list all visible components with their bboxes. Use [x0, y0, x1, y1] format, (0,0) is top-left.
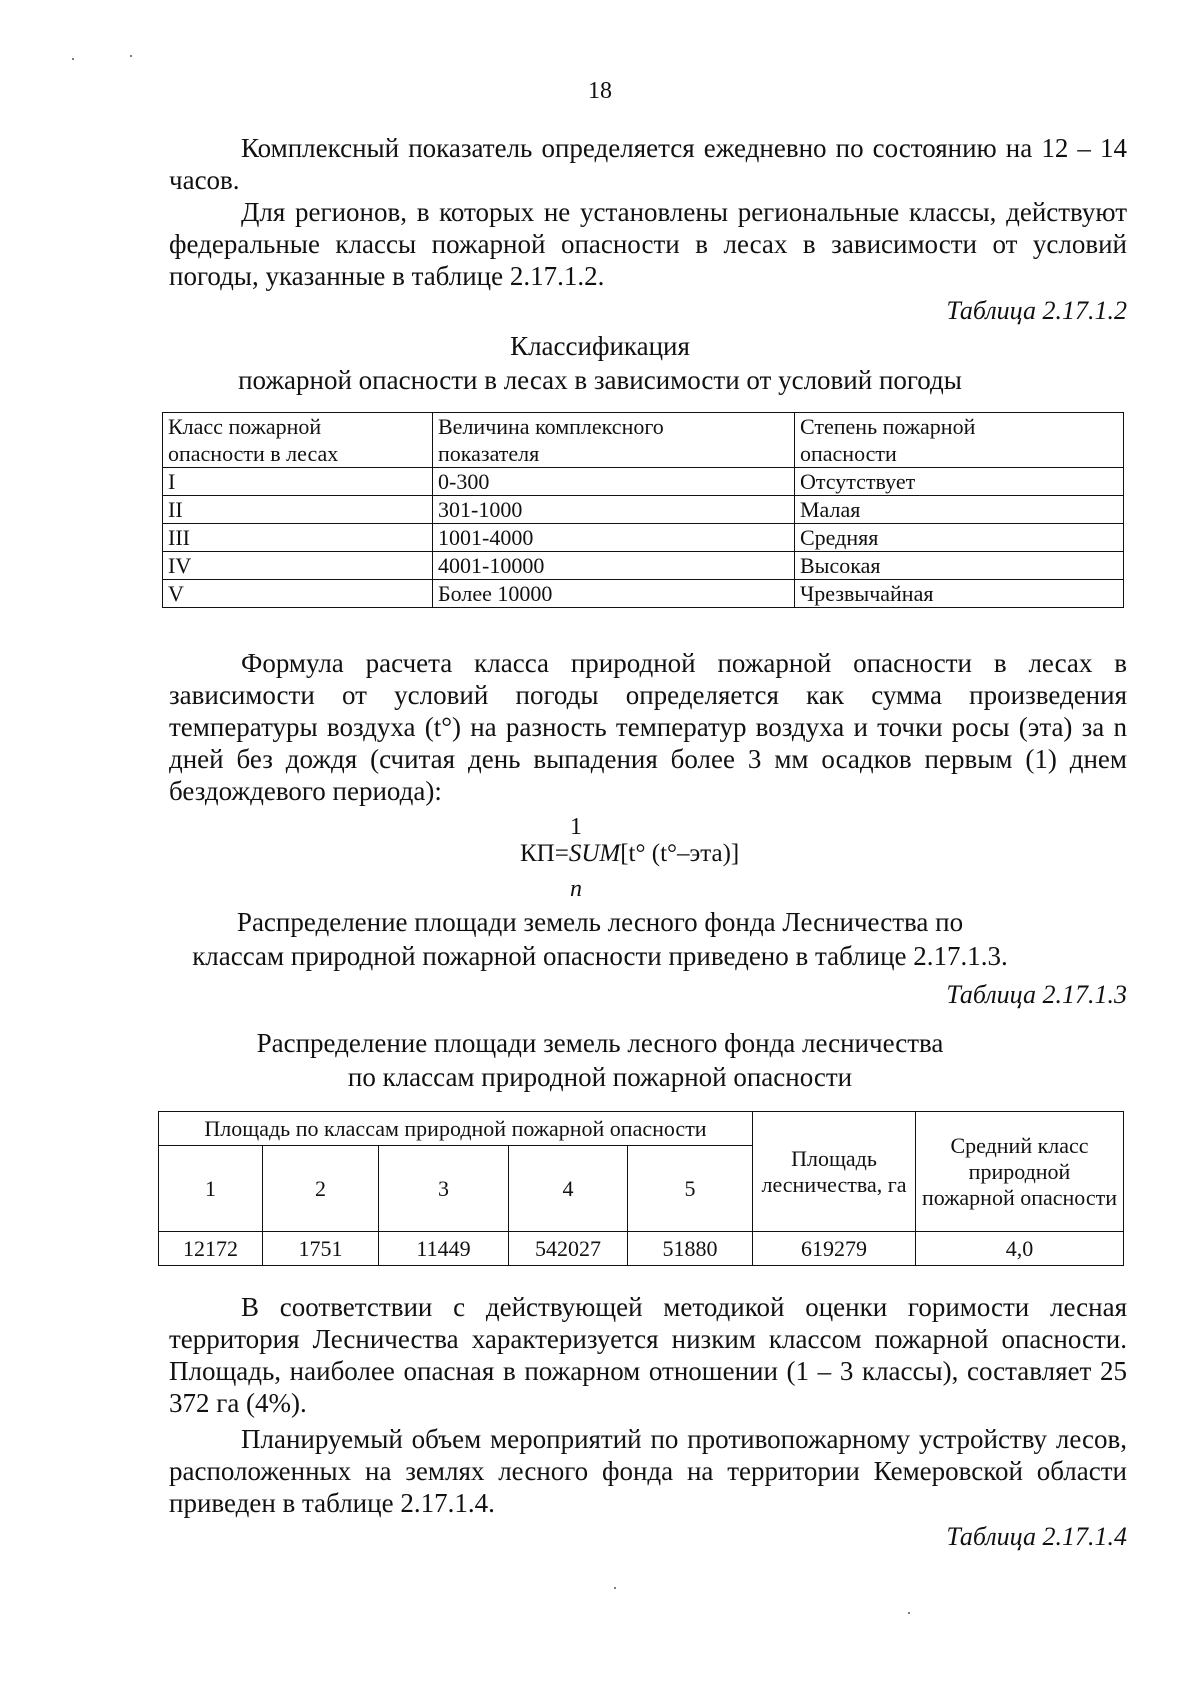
formula-main — [520, 840, 739, 868]
table-row — [163, 468, 1124, 496]
table-header-row — [159, 1112, 1124, 1146]
table-2-title-line1: Распределение площади земель лесного фонда лесничества — [256, 1028, 944, 1058]
cell-index: 4001-10000 — [433, 552, 795, 580]
table-row — [163, 580, 1124, 608]
cell-degree: Малая — [795, 496, 1124, 524]
between-text-line2: классам природной пожарной опасности приведено в таблице 2.17.1.3. — [192, 941, 1008, 971]
formula-func: SUM — [568, 840, 621, 867]
scan-speck — [614, 1587, 616, 1589]
paragraph-4 — [169, 1291, 1127, 1419]
table-1-title-line1: Классификация — [510, 331, 690, 361]
value-cell: 1751 — [263, 1232, 379, 1266]
cell-index: Более 10000 — [433, 580, 795, 608]
cell-index: 0-300 — [433, 468, 795, 496]
paragraph-2-text: Для регионов, в которых не установлены региональные классы, действуют федеральные классы пожарной опасности в лесах в зависимости от условий погоды, указанные в таблице 2.17.1.2. — [169, 197, 1127, 291]
table-row — [163, 524, 1124, 552]
scan-speck — [72, 58, 74, 60]
cell-class: V — [163, 580, 433, 608]
formula-left: КП= — [520, 840, 569, 867]
cell-degree: Средняя — [795, 524, 1124, 552]
paragraph-1-text: Комплексный показатель определяется ежедневно по состоянию на 12 – 14 часов. — [169, 133, 1127, 195]
header-cell-class: Класс пожарной опасности в лесах — [163, 413, 433, 468]
paragraph-2 — [169, 196, 1127, 292]
table-2-title-line2: по классам природной пожарной опасности — [347, 1062, 853, 1092]
group-header-cell: Площадь по классам природной пожарной опасности — [159, 1112, 753, 1146]
value-cell: 11449 — [379, 1232, 509, 1266]
fire-danger-classification-table — [162, 412, 1124, 608]
cell-class: I — [163, 468, 433, 496]
value-cell: 4,0 — [916, 1232, 1124, 1266]
table-row — [163, 496, 1124, 524]
header-cell-degree: Степень пожарной опасности — [795, 413, 1124, 468]
paragraph-3-text: Формула расчета класса природной пожарной опасности в лесах в зависимости от условий погоды определяется как сумма произведения температуры воздуха (t°) на разность температур воздуха и точки росы (эта) за n дней без дождя (считая день выпадения более 3 мм осадков первым (1) днем бездождевого периода): — [169, 648, 1127, 806]
class-header-cell: 1 — [159, 1146, 263, 1232]
forest-area-distribution-table — [158, 1111, 1124, 1266]
formula-body: [t° (t°–эта)] — [620, 840, 740, 867]
formula-numerator: 1 — [570, 814, 582, 840]
page-number: 18 — [588, 78, 612, 104]
value-cell: 619279 — [753, 1232, 916, 1266]
value-cell: 542027 — [509, 1232, 628, 1266]
scan-speck — [130, 55, 132, 57]
cell-degree: Высокая — [795, 552, 1124, 580]
scan-speck — [908, 1612, 910, 1614]
cell-degree: Чрезвычайная — [795, 580, 1124, 608]
table-2-caption: Таблица 2.17.1.3 — [946, 980, 1127, 1009]
class-header-cell: 4 — [509, 1146, 628, 1232]
table-3-caption: Таблица 2.17.1.4 — [946, 1522, 1127, 1551]
table-1-title-line2: пожарной опасности в лесах в зависимости от условий погоды — [238, 365, 962, 395]
cell-degree: Отсутствует — [795, 468, 1124, 496]
cell-index: 301-1000 — [433, 496, 795, 524]
area-header-cell: Площадь лесничества, га — [753, 1112, 916, 1232]
paragraph-1 — [169, 132, 1127, 196]
table-1-caption: Таблица 2.17.1.2 — [946, 296, 1127, 325]
cell-class: II — [163, 496, 433, 524]
table-row — [159, 1232, 1124, 1266]
paragraph-5-text: Планируемый объем мероприятий по противопожарному устройству лесов, расположенных на землях лесного фонда на территории Кемеровской области приведен в таблице 2.17.1.4. — [169, 1424, 1127, 1518]
cell-class: IV — [163, 552, 433, 580]
between-text-line1: Распределение площади земель лесного фонда Лесничества по — [236, 907, 964, 937]
value-cell: 51880 — [628, 1232, 753, 1266]
class-header-cell: 3 — [379, 1146, 509, 1232]
paragraph-4-text: В соответствии с действующей методикой оценки горимости лесная территория Лесничества характеризуется низким классом пожарной опасности. Площадь, наиболее опасная в пожарном отношении (1 – 3 классы), составляет 25 372 га (4%). — [169, 1292, 1127, 1418]
formula-denominator: n — [570, 876, 582, 902]
value-cell: 12172 — [159, 1232, 263, 1266]
class-header-cell: 2 — [263, 1146, 379, 1232]
header-cell-index: Величина комплексного показателя — [433, 413, 795, 468]
cell-index: 1001-4000 — [433, 524, 795, 552]
class-header-cell: 5 — [628, 1146, 753, 1232]
table-row — [163, 552, 1124, 580]
paragraph-3 — [169, 647, 1127, 807]
table-header-row — [163, 413, 1124, 468]
avg-class-header-cell: Средний класс природной пожарной опасности — [916, 1112, 1124, 1232]
paragraph-5 — [169, 1423, 1127, 1519]
cell-class: III — [163, 524, 433, 552]
